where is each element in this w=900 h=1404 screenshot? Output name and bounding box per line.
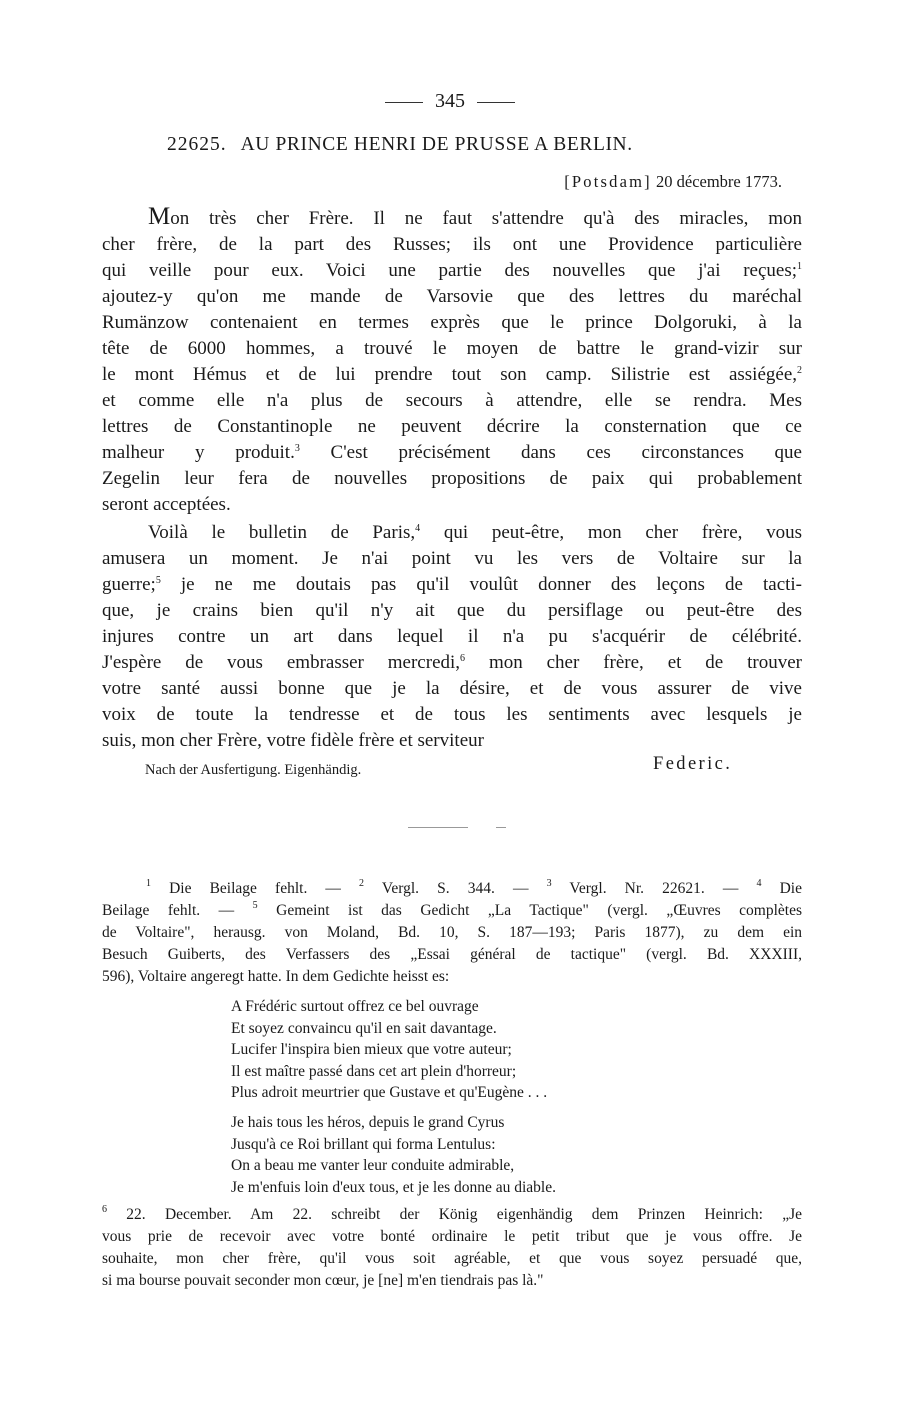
paragraph-line: Mon très cher Frère. Il ne faut s'attendre qu'à des miracles, mon bbox=[148, 204, 802, 230]
paragraph-line bbox=[102, 258, 802, 284]
paragraph-line bbox=[102, 440, 802, 466]
poem-line: Je hais tous les héros, depuis le grand Cyrus bbox=[231, 1113, 505, 1131]
footnote-line: 596), Voltaire angeregt hatte. In dem Gedichte heisst es: bbox=[102, 968, 450, 985]
paragraph-line-text: Voilà le bulletin de Paris, bbox=[148, 522, 416, 543]
footnote-ref: 2 bbox=[797, 365, 802, 376]
paragraph-line-text: qui peut-être, mon cher frère, vous bbox=[443, 522, 802, 543]
poem-line: A Frédéric surtout offrez ce bel ouvrage bbox=[231, 998, 479, 1015]
poem-line: Jusqu'à ce Roi brillant qui forma Lentulus: bbox=[231, 1135, 496, 1153]
letter-date: 20 décembre 1773. bbox=[656, 172, 782, 191]
paragraph-line: cher frère, de la part des Russes; ils ont une Providence particulière bbox=[102, 234, 802, 255]
footnote-ref: 3 bbox=[546, 878, 552, 889]
paragraph-line-text: malheur y produit. bbox=[102, 442, 295, 463]
page-number-dash-right bbox=[477, 102, 515, 103]
footnote-ref: 1 bbox=[797, 261, 802, 272]
poem-line: Lucifer l'inspira bien mieux que votre auteur; bbox=[231, 1041, 512, 1059]
paragraph-line: que, je crains bien qu'il n'y ait que du persiflage ou peut-être des bbox=[102, 600, 802, 621]
letter-paragraph-1 bbox=[102, 204, 802, 518]
page-number-text: 345 bbox=[435, 90, 465, 112]
footnote-text: Die Beilage fehlt. — bbox=[169, 880, 341, 897]
footnote-line: si ma bourse pouvait seconder mon cœur, je [ne] m'en tiendrais pas là." bbox=[102, 1272, 544, 1289]
footnote-text: Vergl. Nr. 22621. — bbox=[569, 880, 739, 897]
poem-line: Et soyez convaincu qu'il en sait davantage. bbox=[231, 1019, 497, 1037]
paragraph-line bbox=[102, 362, 802, 388]
letter-paragraph-2 bbox=[102, 520, 802, 754]
footnote-line: Besuch Guiberts, des Verfassers des „Essai général de tactique" (vergl. Bd. XXXIII, bbox=[102, 946, 802, 963]
paragraph-line-text: le mont Hémus et de lui prendre tout son camp. Silistrie est assiégée, bbox=[102, 364, 797, 385]
footnote-ref: 1 bbox=[146, 878, 151, 889]
paragraph-line-text: mon cher frère, et de trouver bbox=[488, 652, 802, 673]
footnote-text: Die bbox=[779, 880, 802, 897]
paragraph-line: injures contre un art dans lequel il n'a pu s'acquérir de célébrité. bbox=[102, 626, 802, 647]
quoted-poem bbox=[231, 996, 751, 1198]
footnote-ref: 4 bbox=[756, 878, 762, 889]
source-note: Nach der Ausfertigung. Eigenhändig. bbox=[145, 762, 362, 778]
poem-line: On a beau me vanter leur conduite admirable, bbox=[231, 1157, 515, 1175]
paragraph-line: voix de toute la tendresse et de tous les sentiments avec lesquels je bbox=[102, 704, 802, 725]
paragraph-line: suis, mon cher Frère, votre fidèle frère et serviteur bbox=[102, 730, 484, 751]
footnote-ref: 2 bbox=[359, 878, 365, 889]
footnote-text: Vergl. S. 344. — bbox=[381, 880, 529, 897]
footnote-line: souhaite, mon cher frère, qu'il vous soit agréable, et que vous soyez persuadé que, bbox=[102, 1250, 802, 1267]
footnotes bbox=[102, 878, 802, 988]
letter-number: 22625. bbox=[167, 134, 227, 155]
separator-line bbox=[408, 827, 468, 828]
paragraph-line: votre santé aussi bonne que je la désire, et de vous assurer de vive bbox=[102, 678, 802, 699]
letter-heading bbox=[167, 134, 807, 156]
footnote-ref: 5 bbox=[252, 900, 258, 911]
paragraph-line: Rumänzow contenaient en termes exprès que le prince Dolgoruki, à la bbox=[102, 312, 802, 333]
footnote-text: Gemeint ist das Gedicht „La Tactique" (vergl. „Œuvres complètes bbox=[276, 902, 802, 919]
paragraph-line-text: C'est précisément dans ces circonstances que bbox=[330, 442, 802, 463]
footnote-text: Beilage fehlt. — bbox=[102, 902, 235, 919]
footnote-ref: 6 bbox=[460, 653, 466, 664]
footnote-separator bbox=[408, 827, 508, 828]
paragraph-line: amusera un moment. Je n'ai point vu les vers de Voltaire sur la bbox=[102, 548, 802, 569]
paragraph-line bbox=[102, 520, 802, 546]
signature: Federic. bbox=[653, 754, 733, 774]
footnote-6 bbox=[102, 1204, 802, 1292]
footnote-ref: 5 bbox=[155, 575, 161, 586]
letter-dateline bbox=[564, 172, 782, 192]
letter-title: AU PRINCE HENRI DE PRUSSE A BERLIN. bbox=[240, 134, 633, 155]
footnote-line: vous prie de recevoir avec votre bonté ordinaire le petit tribut que je vous offre. Je bbox=[102, 1228, 802, 1245]
separator-line bbox=[496, 827, 506, 828]
poem-line: Plus adroit meurtrier que Gustave et qu'Eugène . . . bbox=[231, 1084, 548, 1102]
footnote-line bbox=[102, 900, 802, 922]
paragraph-line-text: guerre; bbox=[102, 574, 156, 595]
paragraph-line-text: J'espère de vous embrasser mercredi, bbox=[102, 652, 461, 673]
paragraph-line: seront acceptées. bbox=[102, 494, 231, 515]
footnote-line: de Voltaire", herausg. von Moland, Bd. 10, S. 187—193; Paris 1877), zu dem ein bbox=[102, 924, 802, 941]
paragraph-line: lettres de Constantinople ne peuvent décrire la consternation que ce bbox=[102, 416, 802, 437]
footnote-text: 22. December. Am 22. schreibt der König eigenhändig dem Prinzen Heinrich: „Je bbox=[126, 1206, 802, 1223]
initial-capital: M bbox=[148, 204, 171, 230]
paragraph-line-text: je ne me doutais pas qu'il voulût donner des leçons de tacti- bbox=[180, 574, 802, 595]
paragraph-line: ajoutez-y qu'on me mande de Varsovie que des lettres du maréchal bbox=[102, 286, 802, 307]
footnote-ref: 3 bbox=[294, 443, 300, 454]
paragraph-line: et comme elle n'a plus de secours à attendre, elle se rendra. Mes bbox=[102, 390, 802, 411]
paragraph-line: Zegelin leur fera de nouvelles propositions de paix qui probablement bbox=[102, 468, 802, 489]
page-number bbox=[0, 90, 900, 113]
paragraph-line: tête de 6000 hommes, a trouvé le moyen de battre le grand-vizir sur bbox=[102, 338, 802, 359]
poem-line: Il est maître passé dans cet art plein d'horreur; bbox=[231, 1062, 517, 1080]
letter-place: [Potsdam] bbox=[564, 172, 652, 191]
page-number-dash-left bbox=[385, 102, 423, 103]
paragraph-line bbox=[102, 572, 802, 598]
poem-line: Je m'enfuis loin d'eux tous, et je les donne au diable. bbox=[231, 1178, 556, 1196]
footnote-ref: 4 bbox=[415, 523, 421, 534]
stanza-gap bbox=[231, 1104, 751, 1112]
footnote-line bbox=[102, 1204, 802, 1226]
paragraph-line bbox=[102, 650, 802, 676]
footnote-line bbox=[102, 878, 802, 900]
paragraph-line-text: qui veille pour eux. Voici une partie des nouvelles que j'ai reçues; bbox=[102, 260, 797, 281]
footnote-ref: 6 bbox=[102, 1204, 107, 1215]
